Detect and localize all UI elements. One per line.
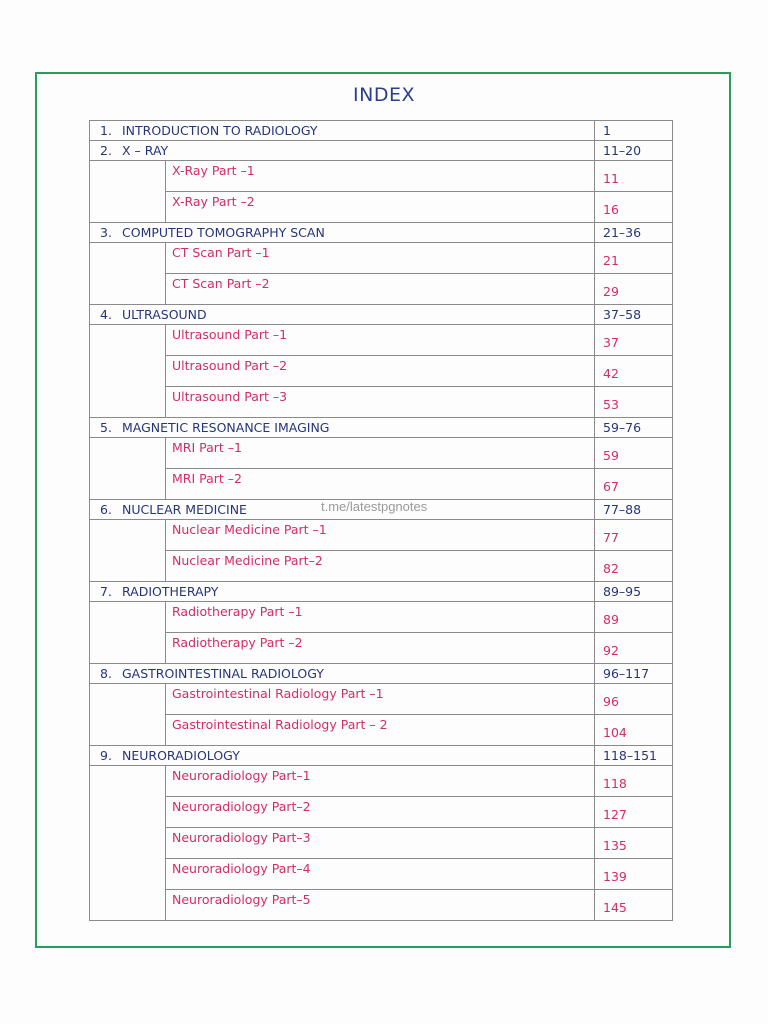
subsection-page: 127 [595,797,673,828]
subsection-title: Gastrointestinal Radiology Part – 2 [166,715,595,746]
subsection-title: MRI Part –1 [166,438,595,469]
section-heading [90,746,595,766]
section-row [90,582,673,602]
blank-cell [90,325,166,418]
subsection-title: Neuroradiology Part–3 [166,828,595,859]
subsection-title: X-Ray Part –2 [166,192,595,223]
section-title: NUCLEAR MEDICINE [122,502,247,517]
section-title: GASTROINTESTINAL RADIOLOGY [122,666,324,681]
section-title: MAGNETIC RESONANCE IMAGING [122,420,330,435]
subsection-title: Neuroradiology Part–5 [166,890,595,921]
section-page-range: 89–95 [595,582,673,602]
subsection-row [90,766,673,797]
subsection-page: 16 [595,192,673,223]
subsection-title: Ultrasound Part –1 [166,325,595,356]
section-number: 8. [100,666,112,681]
subsection-title: Neuroradiology Part–4 [166,859,595,890]
section-heading [90,121,595,141]
subsection-row [90,633,673,664]
subsection-page: 29 [595,274,673,305]
subsection-row [90,356,673,387]
subsection-title: Neuroradiology Part–1 [166,766,595,797]
subsection-row [90,715,673,746]
section-heading [90,223,595,243]
subsection-row [90,469,673,500]
section-heading [90,305,595,325]
subsection-page: 37 [595,325,673,356]
subsection-title: Ultrasound Part –2 [166,356,595,387]
subsection-page: 145 [595,890,673,921]
section-title: INTRODUCTION TO RADIOLOGY [122,123,318,138]
section-heading [90,141,595,161]
section-row [90,418,673,438]
section-title: COMPUTED TOMOGRAPHY SCAN [122,225,325,240]
subsection-row [90,797,673,828]
subsection-page: 104 [595,715,673,746]
subsection-title: Nuclear Medicine Part–2 [166,551,595,582]
subsection-title: MRI Part –2 [166,469,595,500]
subsection-row [90,684,673,715]
subsection-row [90,520,673,551]
section-number: 9. [100,748,112,763]
subsection-title: Gastrointestinal Radiology Part –1 [166,684,595,715]
section-page-range: 21–36 [595,223,673,243]
subsection-page: 82 [595,551,673,582]
subsection-page: 59 [595,438,673,469]
subsection-title: Radiotherapy Part –1 [166,602,595,633]
section-title: NEURORADIOLOGY [122,748,240,763]
subsection-page: 96 [595,684,673,715]
subsection-page: 21 [595,243,673,274]
section-page-range: 118–151 [595,746,673,766]
subsection-row [90,274,673,305]
section-row [90,141,673,161]
subsection-page: 11 [595,161,673,192]
subsection-page: 42 [595,356,673,387]
section-number: 4. [100,307,112,322]
subsection-title: Neuroradiology Part–2 [166,797,595,828]
section-page-range: 1 [595,121,673,141]
section-row [90,746,673,766]
blank-cell [90,602,166,664]
subsection-row [90,551,673,582]
subsection-page: 53 [595,387,673,418]
section-title: X – RAY [122,143,169,158]
section-page-range: 37–58 [595,305,673,325]
section-row [90,121,673,141]
watermark: t.me/latestpgnotes [321,499,428,514]
section-heading [90,664,595,684]
subsection-page: 89 [595,602,673,633]
section-number: 1. [100,123,112,138]
subsection-page: 92 [595,633,673,664]
section-page-range: 77–88 [595,500,673,520]
blank-cell [90,520,166,582]
section-number: 7. [100,584,112,599]
section-number: 3. [100,225,112,240]
subsection-title: Ultrasound Part –3 [166,387,595,418]
section-number: 5. [100,420,112,435]
section-page-range: 11–20 [595,141,673,161]
section-title: RADIOTHERAPY [122,584,219,599]
section-heading [90,418,595,438]
subsection-row [90,161,673,192]
section-row [90,664,673,684]
section-page-range: 96–117 [595,664,673,684]
section-number: 2. [100,143,112,158]
subsection-row [90,243,673,274]
subsection-row [90,890,673,921]
section-heading [90,582,595,602]
subsection-row [90,438,673,469]
subsection-row [90,828,673,859]
section-row [90,223,673,243]
subsection-page: 77 [595,520,673,551]
subsection-page: 139 [595,859,673,890]
subsection-row [90,325,673,356]
subsection-title: Nuclear Medicine Part –1 [166,520,595,551]
subsection-row [90,192,673,223]
blank-cell [90,684,166,746]
subsection-title: X-Ray Part –1 [166,161,595,192]
subsection-page: 67 [595,469,673,500]
index-table [89,120,673,921]
page-title: INDEX [353,84,415,106]
subsection-row [90,602,673,633]
section-page-range: 59–76 [595,418,673,438]
subsection-title: Radiotherapy Part –2 [166,633,595,664]
section-title: ULTRASOUND [122,307,207,322]
section-row [90,305,673,325]
subsection-title: CT Scan Part –2 [166,274,595,305]
section-number: 6. [100,502,112,517]
subsection-page: 118 [595,766,673,797]
blank-cell [90,161,166,223]
blank-cell [90,766,166,921]
subsection-row [90,387,673,418]
subsection-page: 135 [595,828,673,859]
blank-cell [90,438,166,500]
subsection-title: CT Scan Part –1 [166,243,595,274]
subsection-row [90,859,673,890]
blank-cell [90,243,166,305]
